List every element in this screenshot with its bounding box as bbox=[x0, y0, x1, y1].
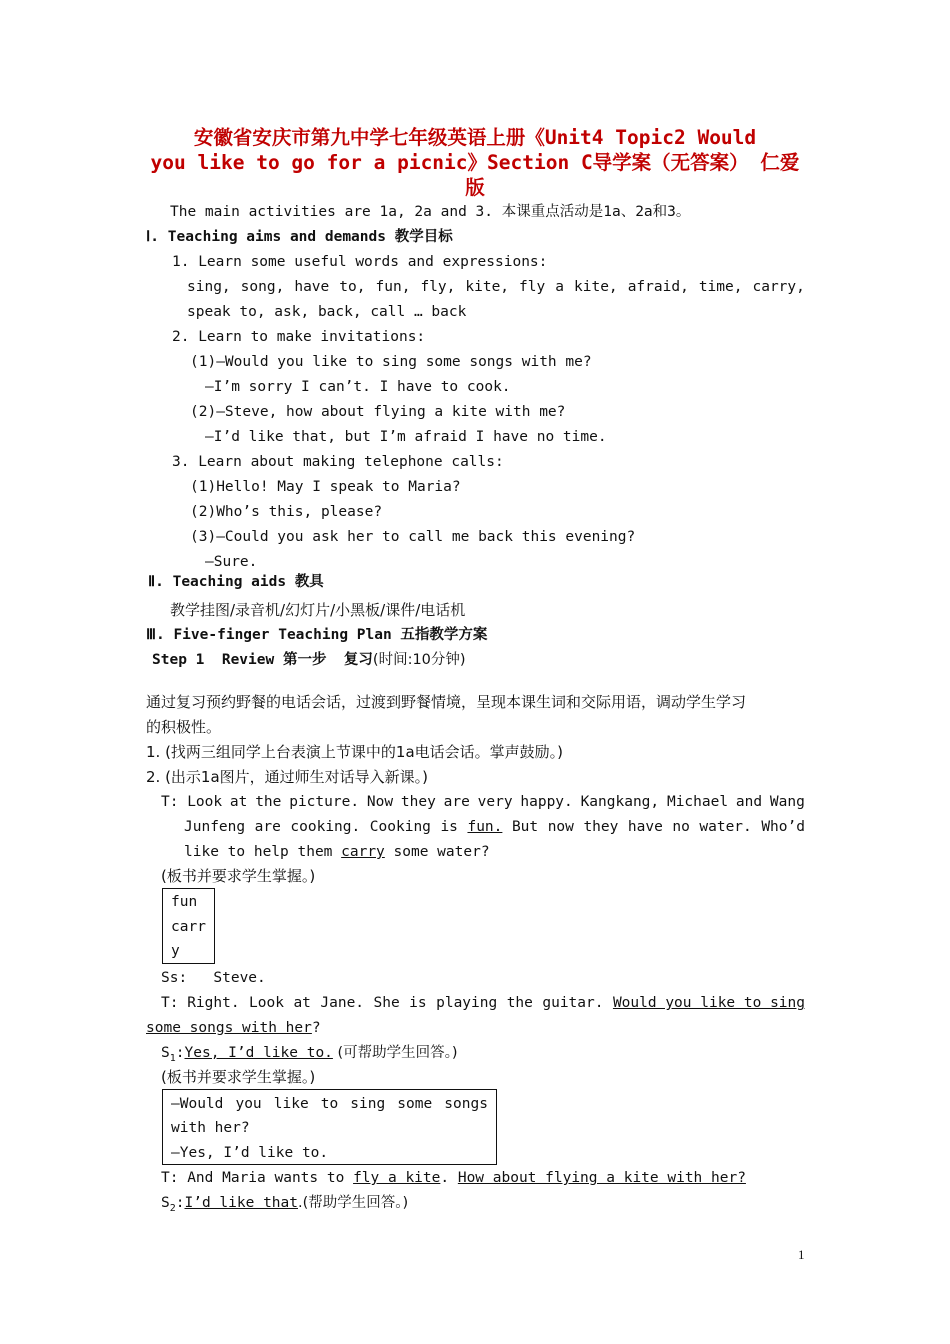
word: they bbox=[583, 819, 619, 835]
word: song, bbox=[240, 279, 285, 295]
text: T: And Maria wants to bbox=[161, 1170, 354, 1186]
text: some water? bbox=[384, 844, 490, 860]
procedure-1: 1. (找两三组同学上台表演上节课中的1a电话会话。掌声鼓励。) bbox=[146, 743, 564, 761]
word: songs bbox=[444, 1096, 488, 1112]
box-2-line-3: —Yes, I’d like to. bbox=[171, 1145, 329, 1161]
word: to bbox=[320, 1096, 339, 1112]
underlined-phrase: How about flying a kite with her? bbox=[457, 1170, 746, 1186]
step-1-paragraph-cont: 的积极性。 bbox=[146, 718, 222, 736]
word: are bbox=[254, 819, 281, 835]
underlined-phrase: I’d like that bbox=[184, 1195, 298, 1211]
word: Junfeng bbox=[184, 819, 246, 835]
text: like to help them bbox=[184, 844, 342, 860]
word: is bbox=[409, 995, 427, 1011]
telephone-3: (3)—Could you ask her to call me back this evening? bbox=[190, 529, 636, 545]
word-list-line-2: speak to, ask, back, call … back bbox=[187, 304, 467, 320]
step-1-time: (时间:10分钟) bbox=[372, 652, 466, 668]
note: .(帮助学生回答。) bbox=[298, 1195, 409, 1211]
word: Cooking bbox=[369, 819, 431, 835]
word: happy. bbox=[520, 794, 573, 810]
blackboard-box-2 bbox=[162, 1089, 497, 1165]
speaker-subscript: 1 bbox=[169, 1052, 176, 1064]
underlined-word: fun. bbox=[467, 819, 503, 835]
box-1-line: y bbox=[171, 943, 180, 959]
section-1-heading: Ⅰ. Teaching aims and demands 教学目标 bbox=[146, 229, 453, 245]
box-2-line-1 bbox=[171, 1094, 488, 1114]
word: Now bbox=[366, 794, 394, 810]
speaker-label: S bbox=[161, 1195, 170, 1211]
underlined-phrase: fly a kite bbox=[353, 1170, 441, 1186]
word: T: Right. bbox=[161, 995, 240, 1011]
document-title-line-2: you like to go for a picnic》Section C导学案（无答案） 仁爱 bbox=[150, 151, 800, 174]
word: at bbox=[229, 794, 248, 810]
document-title-line-3: 版 bbox=[465, 176, 485, 199]
word: you bbox=[235, 1096, 262, 1112]
text: ? bbox=[311, 1020, 321, 1036]
word: water. bbox=[699, 819, 752, 835]
word: cooking. bbox=[290, 819, 361, 835]
telephone-2: (2)Who’s this, please? bbox=[190, 504, 383, 520]
word: She bbox=[373, 995, 400, 1011]
page-number: 1 bbox=[798, 1247, 805, 1262]
word: they bbox=[400, 794, 436, 810]
word: fly bbox=[519, 279, 546, 295]
word: Jane. bbox=[320, 995, 365, 1011]
intro-text: The main activities are 1a, 2a and 3. 本课重点活动是1a、2a和3。 bbox=[170, 204, 691, 220]
step-1-paragraph: 通过复习预约野餐的电话会话，过渡到野餐情境，呈现本课生词和交际用语，调动学生学习 bbox=[146, 693, 747, 711]
teacher-line-3 bbox=[161, 1168, 746, 1188]
invitation-2a: (2)—Steve, how about flying a kite with me? bbox=[190, 404, 566, 420]
aim-1: 1. Learn some useful words and expressions: bbox=[172, 254, 548, 270]
step-1-heading bbox=[152, 650, 466, 670]
section-3-heading: Ⅲ. Five-finger Teaching Plan 五指教学方案 bbox=[146, 627, 488, 643]
text: . bbox=[440, 1170, 458, 1186]
word: guitar. bbox=[542, 995, 604, 1011]
box-1-line: carr bbox=[171, 919, 206, 935]
document-title-line-1: 安徽省安庆市第九中学七年级英语上册《Unit4 Topic2 Would bbox=[193, 126, 757, 149]
word: T: Look bbox=[161, 794, 223, 810]
word: are bbox=[443, 794, 470, 810]
word: now bbox=[547, 819, 574, 835]
word: fun, bbox=[375, 279, 411, 295]
word: —Would bbox=[171, 1096, 224, 1112]
word: time, bbox=[698, 279, 743, 295]
invitation-1b: —I’m sorry I can’t. I have to cook. bbox=[205, 379, 511, 395]
word: sing bbox=[350, 1096, 386, 1112]
word: have bbox=[627, 819, 663, 835]
aim-3: 3. Learn about making telephone calls: bbox=[172, 454, 504, 470]
word: the bbox=[506, 995, 533, 1011]
step-1-label: Step 1 Review 第一步 复习 bbox=[152, 652, 373, 668]
word: playing bbox=[436, 995, 498, 1011]
word: kite, bbox=[574, 279, 618, 295]
word: afraid, bbox=[627, 279, 689, 295]
teacher-line-2 bbox=[161, 993, 805, 1013]
box-1-line: fun bbox=[171, 894, 198, 910]
word: have bbox=[294, 279, 330, 295]
teacher-line-1 bbox=[161, 792, 805, 812]
word: very bbox=[477, 794, 513, 810]
student-2-response: $S_2:I’d$ like that.(帮助学生回答。) bbox=[161, 1195, 409, 1214]
blackboard-box-1 bbox=[162, 888, 215, 964]
word: fly, bbox=[420, 279, 456, 295]
word: at bbox=[293, 995, 311, 1011]
word: and bbox=[735, 794, 763, 810]
box-2-line-2: with her? bbox=[171, 1120, 250, 1136]
telephone-1: (1)Hello! May I speak to Maria? bbox=[190, 479, 461, 495]
invitation-2b: —I’d like that, but I’m afraid I have no time. bbox=[205, 429, 607, 445]
teaching-aids-list: 教学挂图/录音机/幻灯片/小黑板/课件/电话机 bbox=[170, 601, 466, 619]
board-note-1: (板书并要求学生掌握。) bbox=[161, 867, 316, 885]
teacher-line-2-cont bbox=[146, 1018, 321, 1038]
underlined-word: carry bbox=[341, 844, 385, 860]
word: the bbox=[255, 794, 282, 810]
word: no bbox=[672, 819, 690, 835]
word-list-line-1 bbox=[187, 277, 805, 297]
underlined-phrase: Would you like to sing bbox=[612, 995, 805, 1011]
student-1-response: $S_1:Yes$, I’d like to. (可帮助学生回答。) bbox=[161, 1045, 458, 1064]
word: some bbox=[397, 1096, 433, 1112]
section-2-heading: Ⅱ. Teaching aids 教具 bbox=[148, 574, 324, 590]
telephone-4: —Sure. bbox=[205, 554, 258, 570]
aim-2: 2. Learn to make invitations: bbox=[172, 329, 426, 345]
word: Michael bbox=[666, 794, 729, 810]
teacher-line-1-cont bbox=[184, 817, 805, 837]
underlined-phrase: Yes, I’d like to. bbox=[184, 1045, 333, 1061]
word: like bbox=[273, 1096, 309, 1112]
word: Kangkang, bbox=[580, 794, 660, 810]
board-note-2: (板书并要求学生掌握。) bbox=[161, 1068, 316, 1086]
word: to, bbox=[339, 279, 366, 295]
invitation-1a: (1)—Would you like to sing some songs with me? bbox=[190, 354, 592, 370]
word: kite, bbox=[465, 279, 510, 295]
speaker-subscript: 2 bbox=[169, 1202, 176, 1214]
word: carry, bbox=[752, 279, 805, 295]
teacher-line-1-end bbox=[184, 842, 490, 862]
word: a bbox=[555, 279, 564, 295]
procedure-2: 2. (出示1a图片，通过师生对话导入新课。) bbox=[146, 768, 429, 786]
word: picture. bbox=[289, 794, 360, 810]
students-response: Ss: Steve. bbox=[161, 970, 266, 986]
note: (可帮助学生回答。) bbox=[332, 1045, 458, 1061]
word: Look bbox=[249, 995, 284, 1011]
word: Wang bbox=[769, 794, 805, 810]
word: But bbox=[511, 819, 539, 835]
word: Who’d bbox=[761, 819, 805, 835]
speaker-label: S bbox=[161, 1045, 170, 1061]
underlined-phrase: some songs with her bbox=[146, 1020, 312, 1036]
word: is bbox=[440, 819, 458, 835]
word: sing, bbox=[187, 279, 231, 295]
